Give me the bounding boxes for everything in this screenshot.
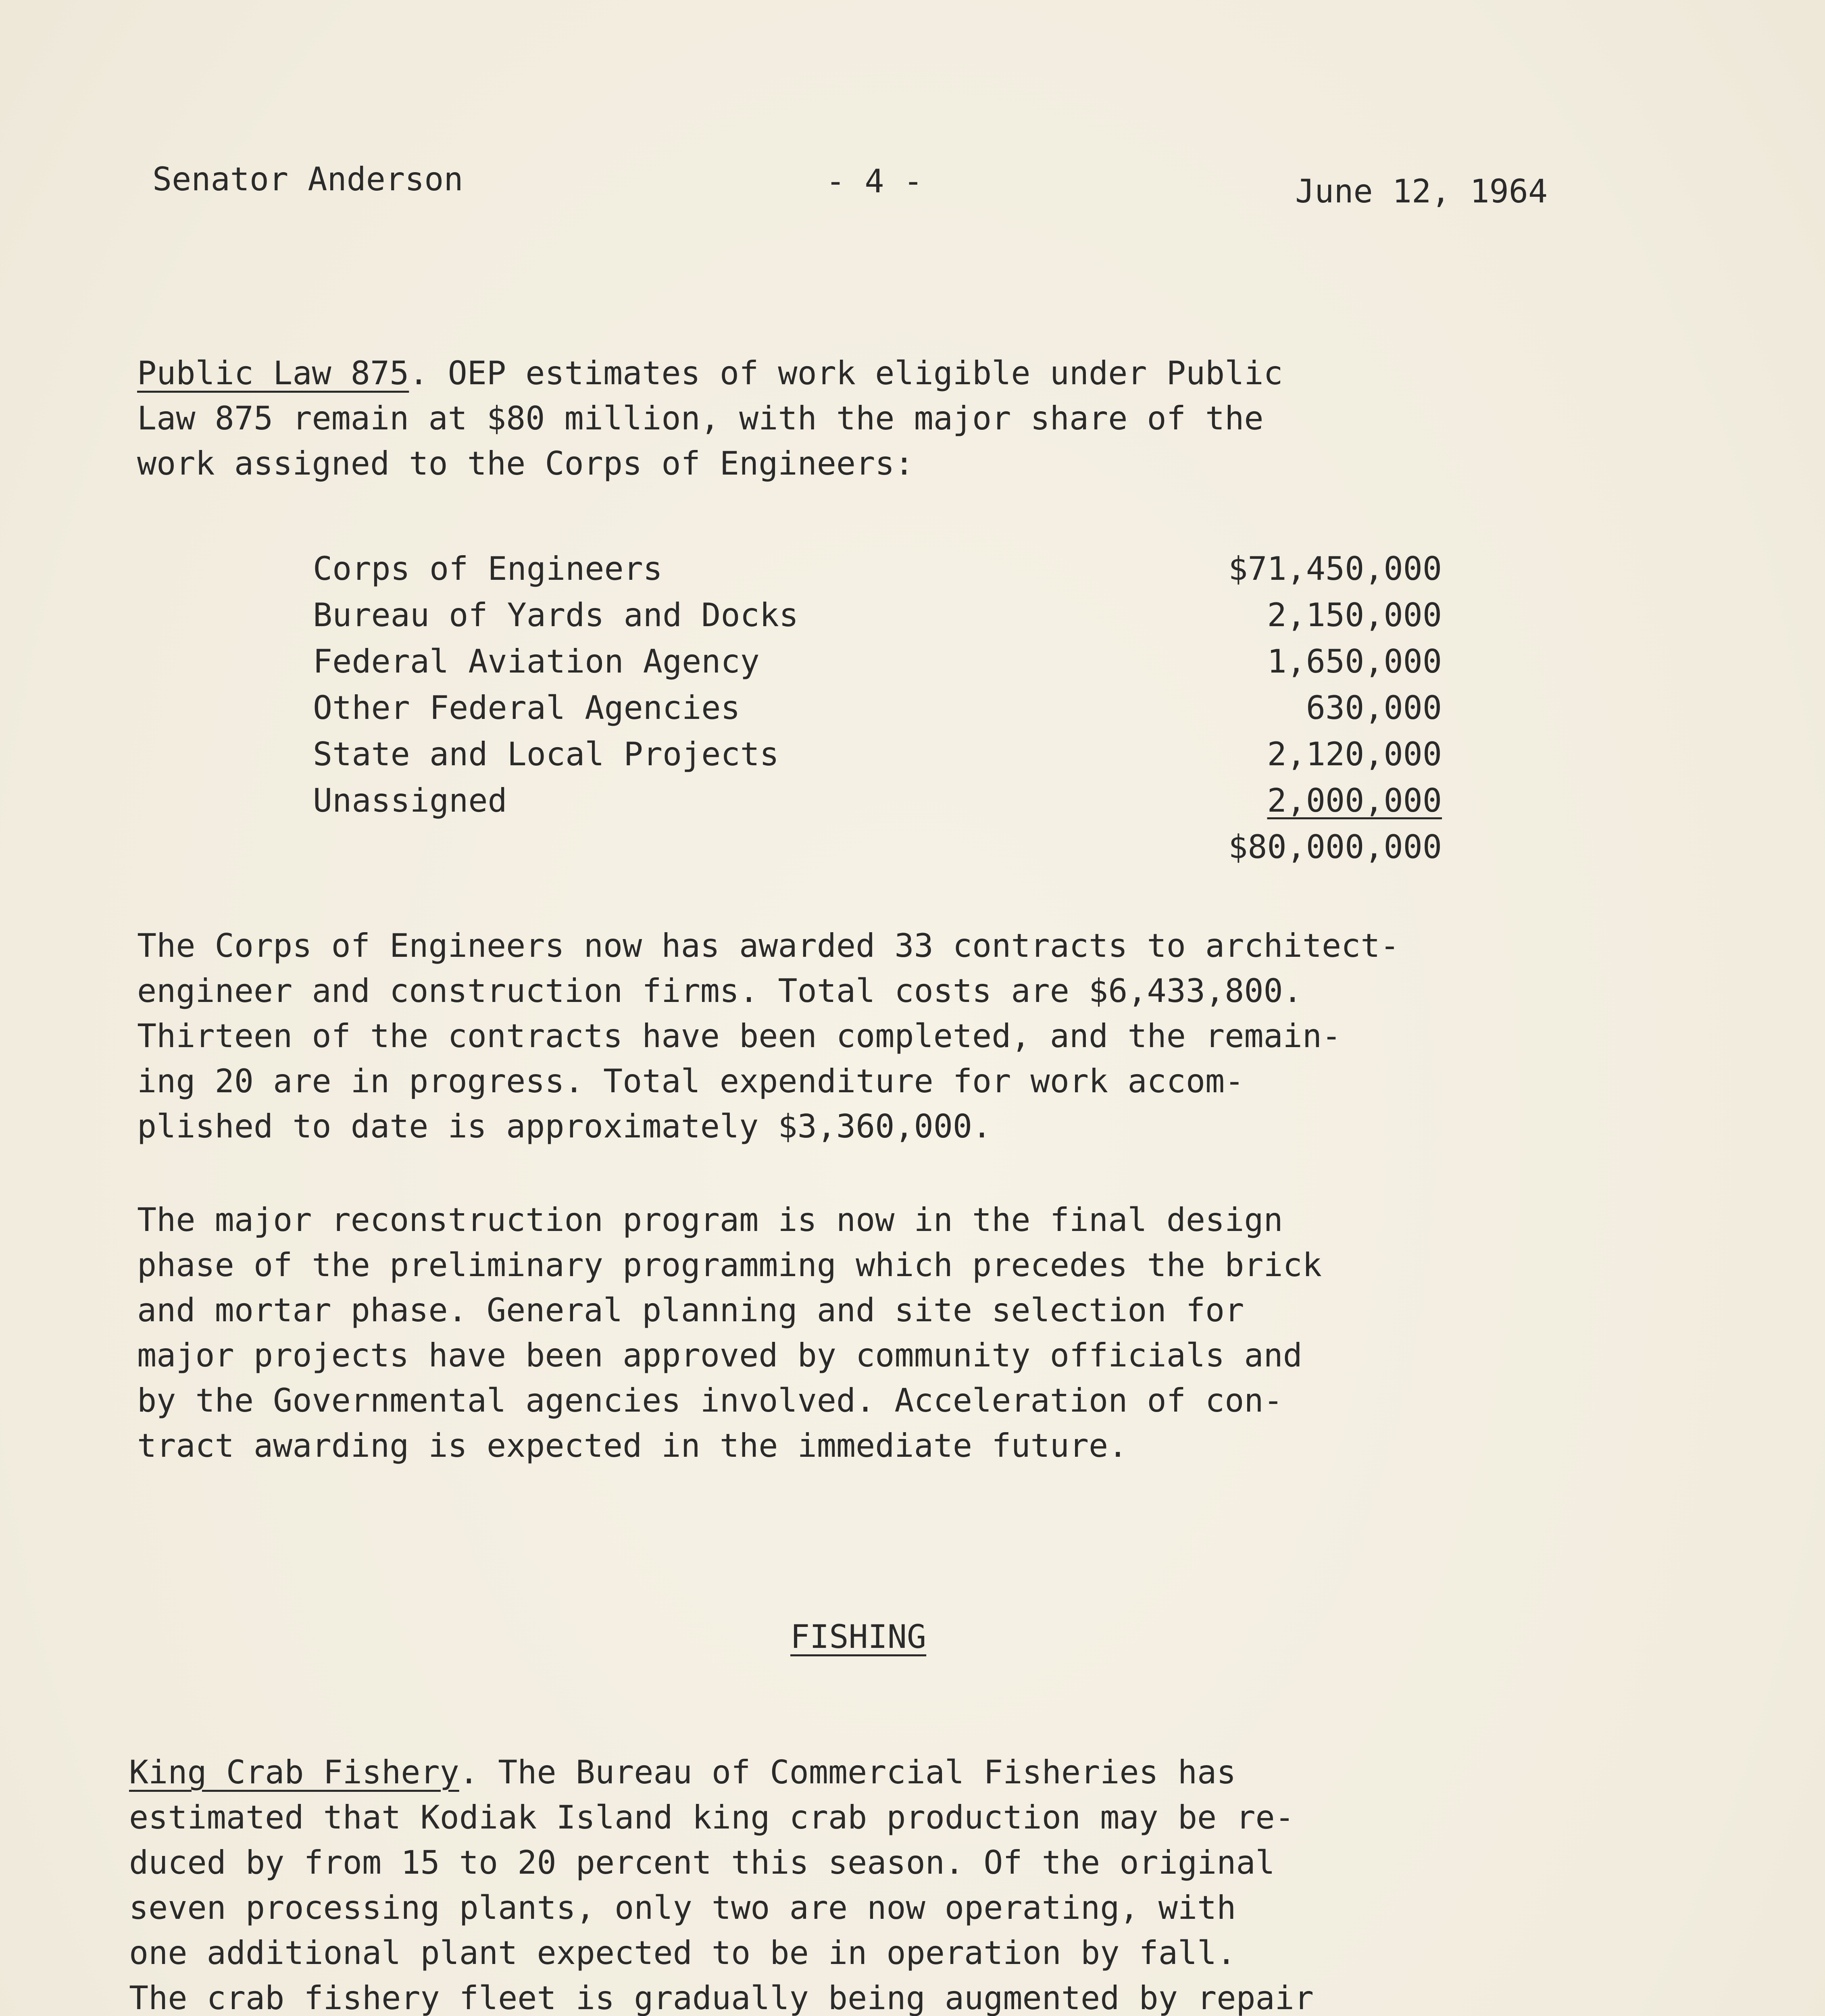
header-page-number: - 4 -: [826, 162, 923, 200]
corps-line: plished to date is approximately $3,360,000.: [137, 1108, 992, 1145]
reconstruction-line: tract awarding is expected in the immediate future.: [137, 1427, 1128, 1464]
fishing-line: The crab fishery fleet is gradually being augmented by repair: [129, 1979, 1314, 2016]
fishing-line: seven processing plants, only two are now operating, with: [129, 1889, 1236, 1926]
corps-paragraph: [137, 923, 1710, 1149]
agency-amount: 2,150,000: [1267, 596, 1442, 634]
fishing-paragraph: [129, 1750, 1702, 2016]
agency-amount: 2,120,000: [1267, 735, 1442, 773]
corps-line: ing 20 are in progress. Total expenditure for work accom-: [137, 1062, 1244, 1100]
corps-line: The Corps of Engineers now has awarded 33 contracts to architect-: [137, 927, 1400, 964]
public-law-title: Public Law 875: [137, 354, 409, 392]
public-law-line: work assigned to the Corps of Engineers:: [137, 445, 914, 482]
agency-amount: 1,650,000: [1267, 643, 1442, 680]
header-recipient: Senator Anderson: [152, 160, 463, 198]
reconstruction-line: and mortar phase. General planning and site selection for: [137, 1291, 1244, 1329]
agency-name: Unassigned: [313, 782, 507, 819]
agency-amount: 630,000: [1306, 689, 1442, 727]
public-law-paragraph: [137, 351, 1710, 486]
agency-name: Federal Aviation Agency: [313, 643, 760, 680]
table-row: [313, 547, 1442, 593]
reconstruction-line: by the Governmental agencies involved. Acceleration of con-: [137, 1382, 1283, 1419]
reconstruction-paragraph: [137, 1198, 1710, 1468]
fishing-line: duced by from 15 to 20 percent this season. Of the original: [129, 1844, 1275, 1881]
public-law-line: Law 875 remain at $80 million, with the major share of the: [137, 400, 1264, 437]
reconstruction-line: The major reconstruction program is now in the final design: [137, 1201, 1283, 1239]
reconstruction-line: phase of the preliminary programming which precedes the brick: [137, 1246, 1322, 1284]
table-row: [313, 732, 1442, 779]
table-row: [313, 593, 1442, 639]
table-total-row: [313, 825, 1442, 871]
table-row: [313, 639, 1442, 686]
public-law-line: [137, 351, 1710, 396]
fishing-line: [129, 1750, 1702, 1795]
fishing-line: one additional plant expected to be in operation by fall.: [129, 1934, 1236, 1972]
allocation-table: [313, 547, 1442, 871]
header-date: June 12, 1964: [1295, 173, 1548, 210]
table-row: [313, 686, 1442, 732]
fishing-heading: FISHING: [790, 1618, 927, 1656]
agency-name: Corps of Engineers: [313, 550, 662, 587]
corps-line: Thirteen of the contracts have been completed, and the remain-: [137, 1017, 1342, 1055]
fishing-line-rest: . The Bureau of Commercial Fisheries has: [459, 1754, 1236, 1791]
agency-amount: $71,450,000: [1228, 550, 1442, 587]
allocation-total: $80,000,000: [1228, 828, 1442, 866]
agency-amount: 2,000,000: [1267, 782, 1442, 819]
fishery-title: King Crab Fishery: [129, 1754, 459, 1791]
agency-name: Bureau of Yards and Docks: [313, 596, 799, 634]
corps-line: engineer and construction firms. Total costs are $6,433,800.: [137, 972, 1302, 1010]
table-row: [313, 779, 1442, 825]
public-law-line-rest: . OEP estimates of work eligible under Public: [409, 354, 1283, 392]
reconstruction-line: major projects have been approved by community officials and: [137, 1337, 1302, 1374]
agency-name: Other Federal Agencies: [313, 689, 740, 727]
agency-name: State and Local Projects: [313, 735, 779, 773]
fishing-line: estimated that Kodiak Island king crab production may be re-: [129, 1799, 1294, 1836]
